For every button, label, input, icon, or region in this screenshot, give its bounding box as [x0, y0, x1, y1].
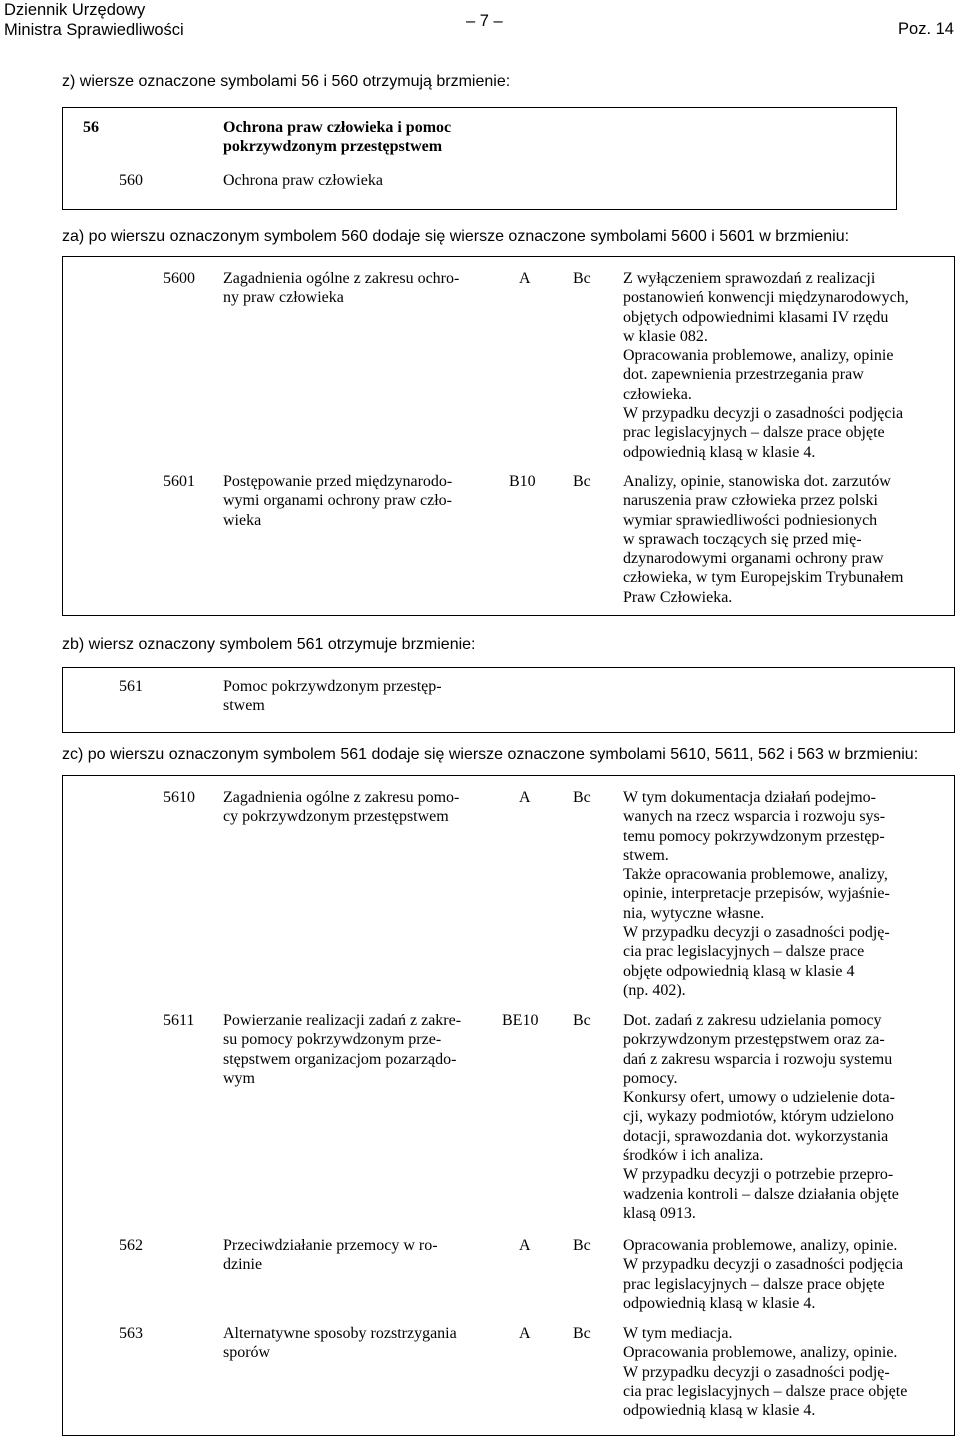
description-5601: [623, 472, 945, 607]
title-line: stwem: [223, 697, 265, 715]
title-5610: [223, 788, 488, 827]
desc-line: cia prac legislacyjnych – dalsze prace: [623, 943, 865, 961]
desc-line: człowieka, w tym Europejskim Trybunałem: [623, 569, 904, 587]
desc-line: dań z zakresu wsparcia i rozwoju systemu: [623, 1050, 893, 1068]
desc-line: w klasie 082.: [623, 327, 708, 345]
title-line: ny praw człowieka: [223, 289, 344, 307]
category2-562: Bc: [573, 1237, 591, 1254]
symbol-5611: 5611: [163, 1012, 195, 1029]
ministry-name: Ministra Sprawiedliwości: [4, 21, 184, 39]
symbol-562: 562: [119, 1237, 143, 1254]
desc-line: Także opracowania problemowe, analizy,: [623, 866, 888, 884]
desc-line: objętych odpowiednimi klasami IV rzędu: [623, 308, 889, 326]
desc-line: W przypadku decyzji o zasadności podjęcia: [623, 405, 904, 423]
desc-line: nia, wytyczne własne.: [623, 904, 765, 922]
category-5610: A: [519, 789, 531, 806]
desc-line: Opracowania problemowe, analizy, opinie.: [623, 1237, 898, 1254]
desc-line: cji, wykazy podmiotów, którym udzielono: [623, 1108, 894, 1126]
title-562: [223, 1236, 488, 1275]
journal-title: Dziennik Urzędowy: [4, 1, 146, 19]
title-line: cy pokrzywdzonym przestępstwem: [223, 808, 449, 826]
description-562: [623, 1236, 945, 1313]
desc-line: pomocy.: [623, 1069, 678, 1087]
symbol-563: 563: [119, 1325, 143, 1342]
title-5601: [223, 472, 488, 530]
desc-line: dzynarodowymi organami ochrony praw: [623, 550, 884, 568]
category-5611: BE10: [502, 1012, 539, 1029]
description-5610: [623, 788, 945, 1000]
title-563: [223, 1324, 488, 1363]
desc-line: temu pomocy pokrzywdzonym przestęp-: [623, 827, 885, 845]
desc-line: naruszenia praw człowieka przez polski: [623, 492, 878, 510]
desc-line: klasą 0913.: [623, 1204, 696, 1222]
title-line: Pomoc pokrzywdzonym przestęp-: [223, 678, 442, 695]
desc-line: dot. zapewnienia przestrzegania praw: [623, 366, 864, 384]
desc-line: Konkursy ofert, umowy o udzielenie dota-: [623, 1089, 895, 1107]
desc-line: Opracowania problemowe, analizy, opinie: [623, 347, 894, 365]
title-line: wym: [223, 1069, 255, 1087]
title-561: [223, 677, 488, 716]
symbol-5610: 5610: [163, 789, 195, 806]
category2-563: Bc: [573, 1325, 591, 1342]
desc-line: W przypadku decyzji o zasadności podję-: [623, 924, 890, 942]
section-zb-intro: zb) wiersz oznaczony symbolem 561 otrzymuje brzmienie:: [62, 636, 476, 653]
desc-line: wymiar sprawiedliwości podniesionych: [623, 511, 878, 529]
title-line: Alternatywne sposoby rozstrzygania: [223, 1325, 457, 1342]
symbol-5600: 5600: [163, 270, 195, 287]
desc-line: Praw Człowieka.: [623, 588, 733, 606]
desc-line: prac legislacyjnych – dalsze prace objęte: [623, 424, 885, 442]
desc-line: w sprawach toczących się przed mię-: [623, 530, 862, 548]
desc-line: środków i ich analiza.: [623, 1147, 764, 1165]
desc-line: odpowiednią klasą w klasie 4.: [623, 1402, 816, 1420]
desc-line: człowieka.: [623, 385, 692, 403]
category2-5601: Bc: [573, 473, 591, 490]
title-56-line1: Ochrona praw człowieka i pomoc: [223, 119, 452, 136]
table-za: [62, 256, 955, 616]
title-line: su pomocy pokrzywdzonym prze-: [223, 1031, 442, 1049]
table-zb: [62, 667, 955, 733]
desc-line: pokrzywdzonym przestępstwem oraz za-: [623, 1031, 885, 1049]
position-number: Poz. 14: [898, 20, 954, 38]
symbol-5601: 5601: [163, 473, 195, 490]
symbol-560: 560: [119, 172, 143, 189]
table-z: [62, 107, 897, 210]
desc-line: W przypadku decyzji o potrzebie przepro-: [623, 1166, 894, 1184]
desc-line: Z wyłączeniem sprawozdań z realizacji: [623, 270, 876, 287]
category-5600: A: [519, 270, 531, 287]
desc-line: (np. 402).: [623, 981, 686, 999]
desc-line: postanowień konwencji międzynarodowych,: [623, 289, 909, 307]
section-za-intro: za) po wierszu oznaczonym symbolem 560 dodaje się wiersze oznaczone symbolami 5600 i 5601 w brzmieniu:: [62, 228, 850, 245]
category2-5611: Bc: [573, 1012, 591, 1029]
title-560: Ochrona praw człowieka: [223, 172, 383, 189]
desc-line: dotacji, sprawozdania dot. wykorzystania: [623, 1127, 889, 1145]
symbol-561: 561: [119, 678, 143, 695]
title-line: Postępowanie przed międzynarodo-: [223, 473, 453, 490]
desc-line: opinie, interpretacje przepisów, wyjaśnie-: [623, 885, 890, 903]
desc-line: W przypadku decyzji o zasadności podjęcia: [623, 1256, 904, 1274]
title-56-line2: pokrzywdzonym przestępstwem: [223, 138, 443, 156]
desc-line: odpowiednią klasą w klasie 4.: [623, 1294, 816, 1312]
category2-5600: Bc: [573, 270, 591, 287]
desc-line: prac legislacyjnych – dalsze prace objęte: [623, 1275, 885, 1293]
desc-line: cia prac legislacyjnych – dalsze prace objęte: [623, 1382, 908, 1400]
title-56: [223, 118, 451, 157]
description-563: [623, 1324, 945, 1420]
description-5600: [623, 269, 945, 462]
desc-line: Dot. zadań z zakresu udzielania pomocy: [623, 1012, 882, 1029]
title-5600: [223, 269, 488, 308]
table-zc: [62, 775, 955, 1436]
title-line: Zagadnienia ogólne z zakresu pomo-: [223, 789, 460, 806]
category-5601: B10: [509, 473, 536, 490]
desc-line: W tym mediacja.: [623, 1325, 733, 1342]
desc-line: odpowiednią klasą w klasie 4.: [623, 443, 816, 461]
section-z-intro: z) wiersze oznaczone symbolami 56 i 560 otrzymują brzmienie:: [62, 73, 511, 90]
desc-line: wanych na rzecz wsparcia i rozwoju sys-: [623, 808, 886, 826]
journal-header: [4, 0, 184, 40]
symbol-56: 56: [83, 119, 99, 136]
desc-line: Analizy, opinie, stanowiska dot. zarzutów: [623, 473, 891, 490]
title-line: Zagadnienia ogólne z zakresu ochro-: [223, 270, 460, 287]
desc-line: stwem.: [623, 846, 669, 864]
category2-5610: Bc: [573, 789, 591, 806]
desc-line: W przypadku decyzji o zasadności podję-: [623, 1363, 890, 1381]
title-line: Powierzanie realizacji zadań z zakre-: [223, 1012, 462, 1029]
title-line: dzinie: [223, 1256, 263, 1274]
desc-line: objęte odpowiednią klasą w klasie 4: [623, 962, 855, 980]
title-line: Przeciwdziałanie przemocy w ro-: [223, 1237, 438, 1254]
title-line: sporów: [223, 1344, 271, 1362]
category-562: A: [519, 1237, 531, 1254]
category-563: A: [519, 1325, 531, 1342]
desc-line: W tym dokumentacja działań podejmo-: [623, 789, 876, 806]
desc-line: Opracowania problemowe, analizy, opinie.: [623, 1344, 898, 1362]
title-5611: [223, 1011, 488, 1088]
section-zc-intro: zc) po wierszu oznaczonym symbolem 561 dodaje się wiersze oznaczone symbolami 5610, 5611, 562 i 563 w brzmieniu:: [62, 746, 919, 763]
page-number: – 7 –: [466, 12, 503, 30]
title-line: wymi organami ochrony praw czło-: [223, 492, 452, 510]
desc-line: wadzenia kontroli – dalsze działania objęte: [623, 1185, 899, 1203]
title-line: wieka: [223, 511, 262, 529]
title-line: stępstwem organizacjom pozarządo-: [223, 1050, 457, 1068]
description-5611: [623, 1011, 945, 1223]
